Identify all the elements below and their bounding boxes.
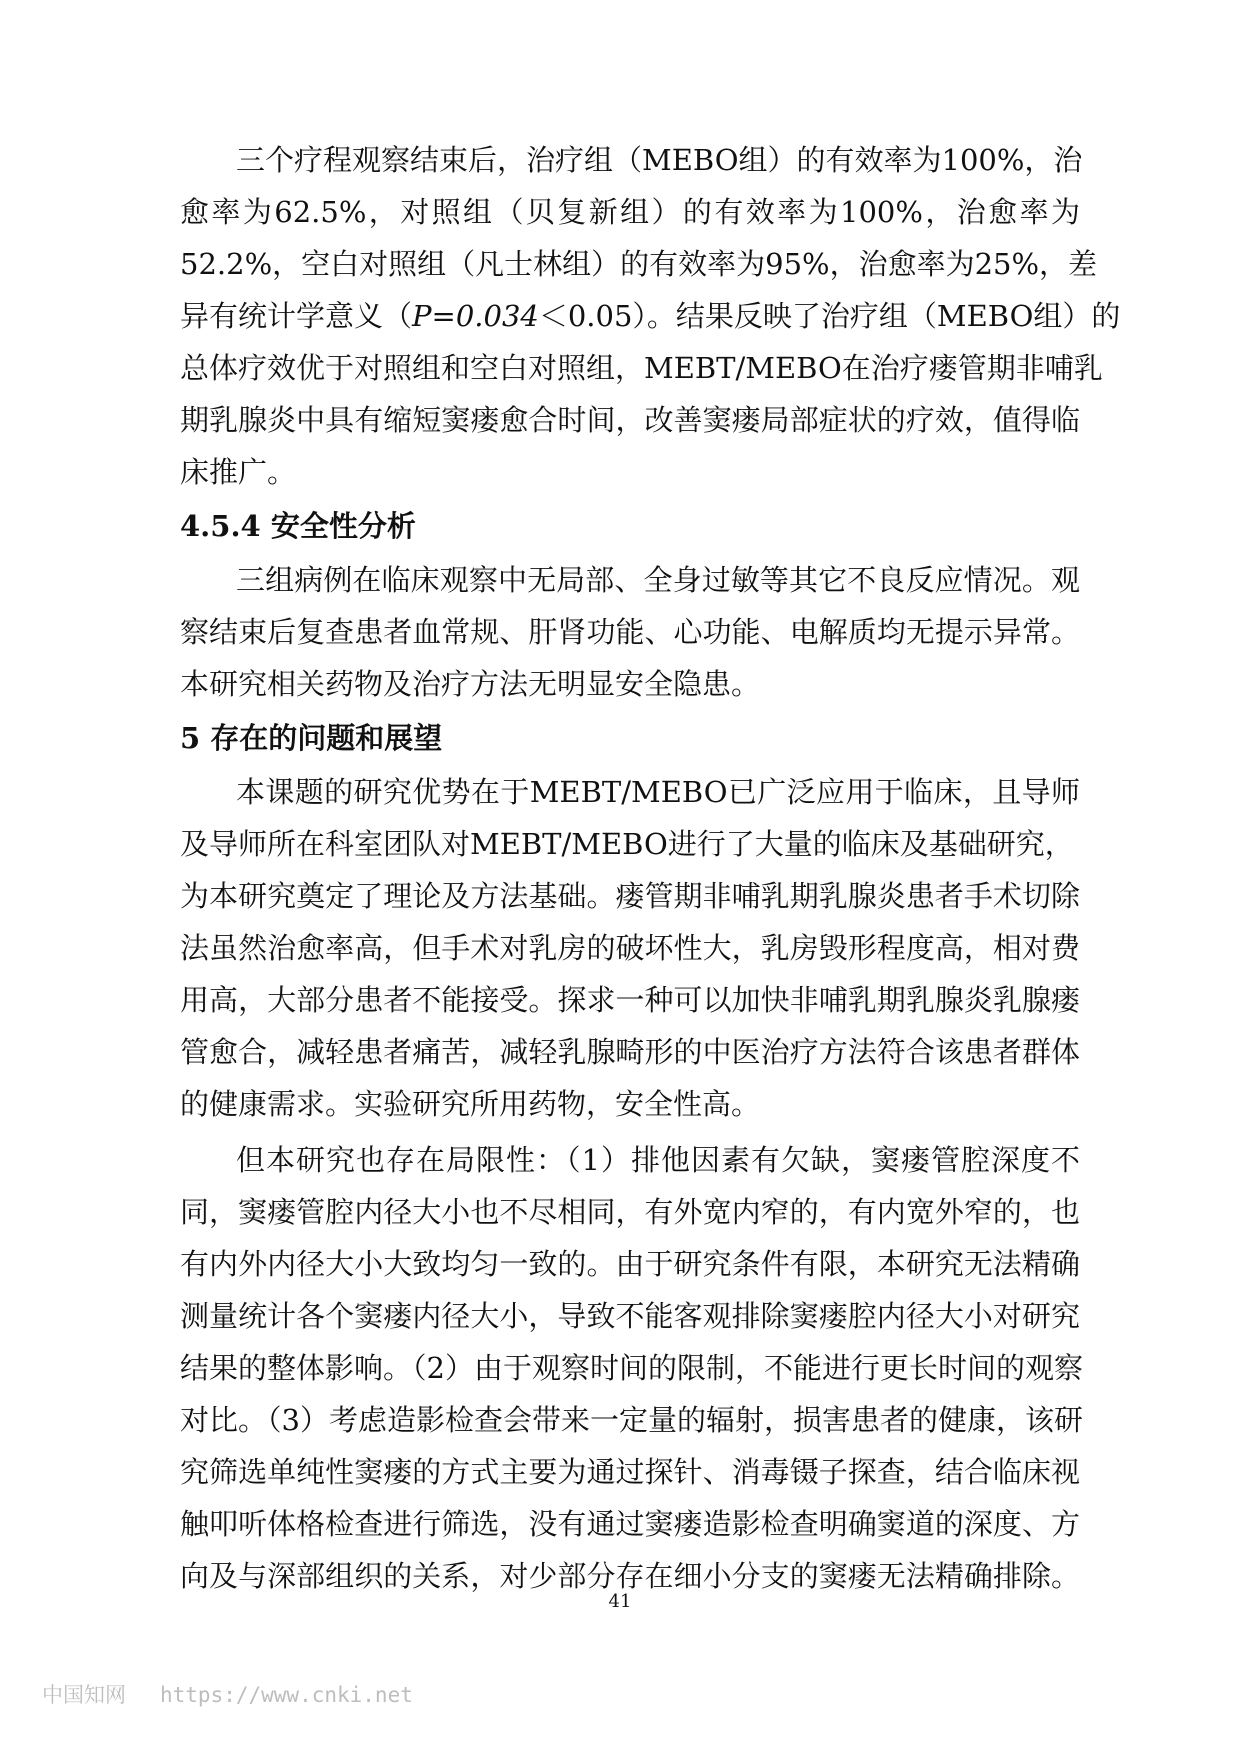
p-value: P=0.034 [412,299,539,333]
paragraph-1-line-3: 52.2%，空白对照组（凡士林组）的有效率为95%，治愈率为25%，差 [180,247,1098,281]
paragraph-3-line-3: 为本研究奠定了理论及方法基础。瘘管期非哺乳期乳腺炎患者手术切除 [180,879,1080,913]
cnki-logo-text: 中国知网 [42,1683,126,1707]
section-heading-4-5-4: 4.5.4 安全性分析 [180,509,416,543]
paragraph-3-line-7: 的健康需求。实验研究所用药物，安全性高。 [180,1087,761,1121]
paragraph-4-line-4: 测量统计各个窦瘘内径大小，导致不能客观排除窦瘘腔内径大小对研究 [180,1299,1080,1333]
cnki-watermark [42,1680,413,1710]
paragraph-3-line-1: 本课题的研究优势在于MEBT/MEBO已广泛应用于临床，且导师 [236,775,1080,809]
paragraph-1-line-6: 期乳腺炎中具有缩短窦瘘愈合时间，改善窦瘘局部症状的疗效，值得临 [180,403,1080,437]
paragraph-1-line-5: 总体疗效优于对照组和空白对照组，MEBT/MEBO在治疗瘘管期非哺乳 [180,351,1103,385]
paragraph-2-line-2: 察结束后复查患者血常规、肝肾功能、心功能、电解质均无提示异常。 [180,615,1080,649]
paragraph-4-line-1: 但本研究也存在局限性：（1）排他因素有欠缺，窦瘘管腔深度不 [236,1143,1080,1177]
paragraph-3-line-6: 管愈合，减轻患者痛苦，减轻乳腺畸形的中医治疗方法符合该患者群体 [180,1035,1080,1069]
paragraph-4-line-9: 向及与深部组织的关系，对少部分存在细小分支的窦瘘无法精确排除。 [180,1559,1080,1593]
paragraph-4-line-2: 同，窦瘘管腔内径大小也不尽相同，有外宽内窄的，有内宽外窄的，也 [180,1195,1080,1229]
page-number: 41 [608,1591,632,1612]
paragraph-1-line-2: 愈率为62.5%，对照组（贝复新组）的有效率为100%，治愈率为 [180,195,1080,229]
paragraph-4-line-8: 触叩听体格检查进行筛选，没有通过窦瘘造影检查明确窦道的深度、方 [180,1507,1080,1541]
paragraph-4-line-6: 对比。（3）考虑造影检查会带来一定量的辐射，损害患者的健康，该研 [180,1403,1083,1437]
paragraph-3-line-4: 法虽然治愈率高，但手术对乳房的破坏性大，乳房毁形程度高，相对费 [180,931,1080,965]
paragraph-1-line-4-text-b: ＜0.05）。结果反映了治疗组（MEBO组）的 [538,299,1121,333]
paragraph-2-line-3: 本研究相关药物及治疗方法无明显安全隐患。 [180,667,761,701]
paragraph-3-line-2: 及导师所在科室团队对MEBT/MEBO进行了大量的临床及基础研究， [180,827,1074,861]
paragraph-4-line-5: 结果的整体影响。（2）由于观察时间的限制，不能进行更长时间的观察 [180,1351,1083,1385]
paragraph-1-line-1: 三个疗程观察结束后，治疗组（MEBO组）的有效率为100%，治 [236,143,1083,177]
paragraph-1-line-4 [180,290,1121,342]
paragraph-1-line-4-text-a: 异有统计学意义（ [180,299,413,333]
cnki-url[interactable]: https://www.cnki.net [160,1683,413,1707]
paragraph-4-line-7: 究筛选单纯性窦瘘的方式主要为通过探针、消毒镊子探查，结合临床视 [180,1455,1080,1489]
paragraph-3-line-5: 用高，大部分患者不能接受。探求一种可以加快非哺乳期乳腺炎乳腺瘘 [180,983,1080,1017]
paragraph-4-line-3: 有内外内径大小大致均匀一致的。由于研究条件有限，本研究无法精确 [180,1247,1080,1281]
paragraph-2-line-1: 三组病例在临床观察中无局部、全身过敏等其它不良反应情况。观 [236,563,1080,597]
section-heading-5: 5 存在的问题和展望 [180,721,443,755]
paragraph-1-line-7: 床推广。 [180,455,297,489]
